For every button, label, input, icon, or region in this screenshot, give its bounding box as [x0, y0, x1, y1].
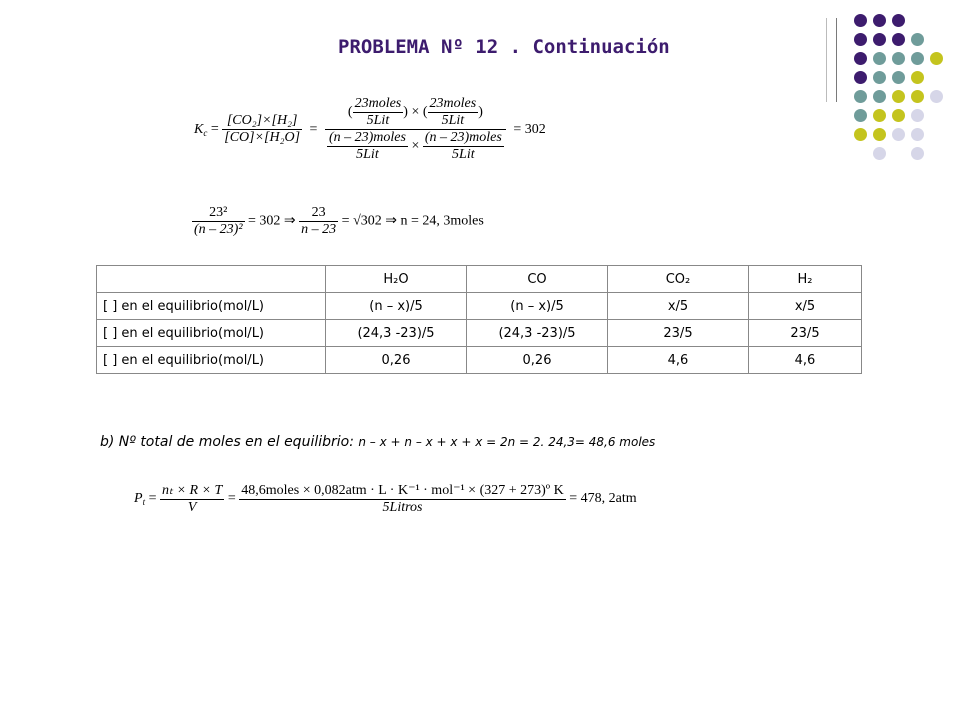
- table-cell: x/5: [749, 293, 862, 320]
- pressure-sym-numerator: nₜ × R × T: [161, 483, 223, 498]
- decor-dot: [892, 14, 905, 27]
- concentration-table: [96, 265, 862, 374]
- decor-dot: [873, 90, 886, 103]
- part-b-text: [100, 434, 655, 450]
- decor-dot: [911, 128, 924, 141]
- decor-dot: [854, 109, 867, 122]
- kc-fraction: [222, 113, 302, 146]
- pressure-equation: $P_t$ = $\frac{\text{nₜ × R × T}}{V}$ = $\frac{\text{48,6moles × 0,082atm · L · K⁻¹ · mol⁻¹ × (327 + 273)º K}}{\text{5Litros}}$ = 478, 2atm: [134, 483, 637, 515]
- pressure-val-denominator: 5Litros: [382, 500, 423, 515]
- table-cell: (n – x)/5: [326, 293, 467, 320]
- table-cell: x/5: [608, 293, 749, 320]
- decor-dot: [873, 109, 886, 122]
- table-cell: 23/5: [608, 320, 749, 347]
- decor-dot: [892, 71, 905, 84]
- table-cell: 0,26: [326, 347, 467, 374]
- table-header-cell: H₂: [749, 266, 862, 293]
- pressure-sym-denominator: V: [187, 500, 197, 515]
- table-row: [97, 320, 862, 347]
- table-cell: (24,3 -23)/5: [467, 320, 608, 347]
- decor-dot-grid: [846, 14, 956, 154]
- decor-dot: [854, 52, 867, 65]
- table-cell: (n – x)/5: [467, 293, 608, 320]
- table-cell: 4,6: [749, 347, 862, 374]
- decor-dot: [873, 128, 886, 141]
- table-cell: [ ] en el equilibrio(mol/L): [97, 293, 326, 320]
- table-cell: 0,26: [467, 347, 608, 374]
- table-cell: 23/5: [749, 320, 862, 347]
- decor-dot: [873, 147, 886, 160]
- decor-dot: [854, 14, 867, 27]
- table-header-cell: CO: [467, 266, 608, 293]
- decor-dot: [892, 128, 905, 141]
- part-b-expression: n – x + n – x + x + x = 2n = 2. 24,3= 48,6 moles: [358, 435, 656, 449]
- equals-sign: =: [210, 121, 219, 137]
- table-row: [97, 293, 862, 320]
- table-header-cell: H₂O: [326, 266, 467, 293]
- table-header-row: [97, 266, 862, 293]
- table-cell: [ ] en el equilibrio(mol/L): [97, 320, 326, 347]
- kc-denominator: [CO]×[H₂O]: [224, 130, 301, 145]
- decor-dot: [911, 33, 924, 46]
- page-title: PROBLEMA Nº 12 . Continuación: [338, 36, 670, 58]
- kc-numerator: [CO₂]×[H₂]: [226, 113, 298, 128]
- decor-line: [826, 18, 827, 102]
- table-row: [97, 347, 862, 374]
- table-header-cell: [97, 266, 326, 293]
- decor-dot: [892, 33, 905, 46]
- kc-result: = 302: [513, 121, 546, 137]
- pressure-symbol: $P_t$: [134, 491, 146, 508]
- decor-dot: [873, 52, 886, 65]
- equals-sign: =: [309, 121, 318, 137]
- decor-dot: [854, 90, 867, 103]
- decor-dot: [854, 128, 867, 141]
- decor-dot: [911, 109, 924, 122]
- kc-equation: [194, 96, 546, 163]
- decor-dot: [892, 90, 905, 103]
- decor-dot: [930, 90, 943, 103]
- table-header-cell: CO₂: [608, 266, 749, 293]
- pressure-val-numerator: 48,6moles × 0,082atm · L · K⁻¹ · mol⁻¹ × (327 + 273)º K: [241, 483, 564, 498]
- decor-line: [836, 18, 837, 102]
- part-b-label: b) Nº total de moles en el equilibrio:: [100, 434, 354, 450]
- table-cell: (24,3 -23)/5: [326, 320, 467, 347]
- decor-dot: [873, 14, 886, 27]
- decor-dot: [911, 147, 924, 160]
- table-cell: 4,6: [608, 347, 749, 374]
- decor-dot: [911, 90, 924, 103]
- decor-dot: [873, 33, 886, 46]
- decor-dot: [911, 71, 924, 84]
- pressure-result: = 478, 2atm: [569, 491, 637, 507]
- decor-dot: [911, 52, 924, 65]
- decor-dot: [854, 71, 867, 84]
- decor-dot: [873, 71, 886, 84]
- decor-dot: [854, 33, 867, 46]
- decor-dot: [892, 52, 905, 65]
- solve-equation: $\frac{\text{23²}}{\text{(n – 23)²}}$ = 302 ⇒ $\frac{23}{n - 23}$ = √302 ⇒ n = 24, 3moles: [194, 205, 484, 237]
- decor-dot: [892, 109, 905, 122]
- table-cell: [ ] en el equilibrio(mol/L): [97, 347, 326, 374]
- decor-dot: [930, 52, 943, 65]
- kc-symbol: $K_c$: [194, 121, 208, 138]
- kc-substitution: ( $\frac{\text{23moles}}{\text{5Lit}}$ ) × ( $\frac{\text{23moles}}{\text{5Lit}}$ ) $\frac{\text{(n – 23)moles}}{\text{5Lit}}$ × $\frac{\text{(n – 23)moles}}{\text{5Lit}}$: [325, 96, 506, 163]
